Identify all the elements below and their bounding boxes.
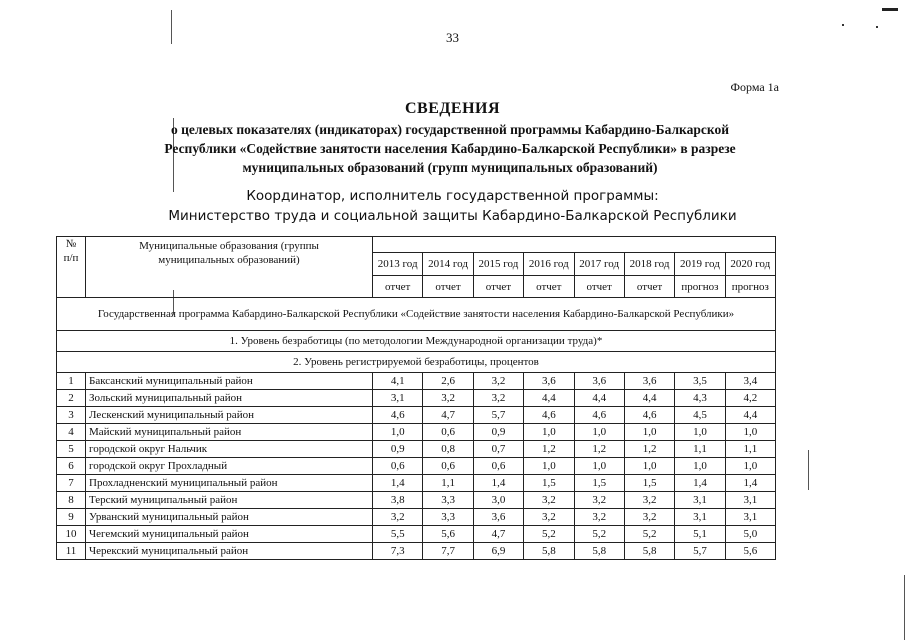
- indicator-value: 1,0: [524, 424, 574, 441]
- indicator-value: 5,2: [524, 526, 574, 543]
- indicator-value: 1,0: [675, 458, 725, 475]
- table-row: [57, 441, 776, 458]
- header-status: отчет: [524, 276, 574, 298]
- indicator-value: 5,8: [524, 543, 574, 560]
- table-row: [57, 526, 776, 543]
- coordinator-name: Министерство труда и социальной защиты Кабардино-Балкарской Республики: [168, 208, 737, 224]
- header-status: прогноз: [725, 276, 775, 298]
- indicator-value: 4,4: [624, 390, 674, 407]
- indicator-value: 4,7: [473, 526, 523, 543]
- scan-mark-top-right: [882, 8, 898, 11]
- header-status: отчет: [423, 276, 473, 298]
- indicator-value: 1,4: [725, 475, 775, 492]
- indicator-value: 0,6: [423, 458, 473, 475]
- indicator-value: 5,0: [725, 526, 775, 543]
- subtitle-line: муниципальных образований (групп муниципальных образований): [242, 160, 658, 175]
- header-year: 2020 год: [725, 252, 775, 276]
- indicator-value: 1,1: [675, 441, 725, 458]
- municipality-name: Лескенский муниципальный район: [86, 407, 373, 424]
- header-status: отчет: [624, 276, 674, 298]
- indicator-value: 0,9: [473, 424, 523, 441]
- indicator-value: 1,0: [373, 424, 423, 441]
- indicator-value: 3,2: [624, 509, 674, 526]
- header-years-span: [373, 237, 776, 253]
- indicator-value: 1,4: [373, 475, 423, 492]
- indicator-value: 1,4: [675, 475, 725, 492]
- indicator-value: 5,5: [373, 526, 423, 543]
- header-year: 2016 год: [524, 252, 574, 276]
- indicator-value: 0,9: [373, 441, 423, 458]
- indicator-value: 5,7: [675, 543, 725, 560]
- indicator-value: 4,6: [574, 407, 624, 424]
- row-number: 7: [57, 475, 86, 492]
- indicator-value: 3,2: [524, 492, 574, 509]
- header-year: 2013 год: [373, 252, 423, 276]
- row-number: 11: [57, 543, 86, 560]
- indicator-value: 3,4: [725, 373, 775, 390]
- municipality-name: городской округ Прохладный: [86, 458, 373, 475]
- table-row: [57, 373, 776, 390]
- header-status: отчет: [473, 276, 523, 298]
- document-title: СВЕДЕНИЯ: [404, 100, 501, 117]
- row-number: 2: [57, 390, 86, 407]
- indicator-value: 3,5: [675, 373, 725, 390]
- municipality-name: Зольский муниципальный район: [86, 390, 373, 407]
- indicator-value: 4,6: [373, 407, 423, 424]
- indicator-value: 5,7: [473, 407, 523, 424]
- row-number: 10: [57, 526, 86, 543]
- row-number: 5: [57, 441, 86, 458]
- indicator-value: 4,3: [675, 390, 725, 407]
- row-number: 6: [57, 458, 86, 475]
- header-num: № п/п: [57, 237, 86, 298]
- indicator-value: 3,6: [574, 373, 624, 390]
- row-number: 9: [57, 509, 86, 526]
- row-number: 1: [57, 373, 86, 390]
- indicator-2-cell: 2. Уровень регистрируемой безработицы, процентов: [57, 352, 776, 373]
- header-year: 2014 год: [423, 252, 473, 276]
- indicator-value: 5,2: [624, 526, 674, 543]
- indicator-value: 4,6: [524, 407, 574, 424]
- form-label: Форма 1а: [730, 80, 779, 94]
- municipality-name: Терский муниципальный район: [86, 492, 373, 509]
- indicator-value: 1,2: [624, 441, 674, 458]
- indicator-value: 4,4: [725, 407, 775, 424]
- table-row: [57, 407, 776, 424]
- indicator-value: 3,2: [373, 509, 423, 526]
- table-row: [57, 475, 776, 492]
- indicator-value: 5,2: [574, 526, 624, 543]
- municipality-name: Прохладненский муниципальный район: [86, 475, 373, 492]
- indicator-value: 3,6: [624, 373, 674, 390]
- table-row: [57, 492, 776, 509]
- indicator-value: 6,9: [473, 543, 523, 560]
- header-status: отчет: [373, 276, 423, 298]
- indicator-value: 4,4: [574, 390, 624, 407]
- header-year: 2017 год: [574, 252, 624, 276]
- indicator-value: 3,6: [524, 373, 574, 390]
- scan-dot: [876, 26, 878, 28]
- table-header-row: [57, 237, 776, 253]
- scan-dot: [842, 24, 844, 26]
- indicator-value: 3,2: [524, 509, 574, 526]
- indicator-value: 3,1: [725, 509, 775, 526]
- indicator-value: 1,4: [473, 475, 523, 492]
- row-number: 3: [57, 407, 86, 424]
- subtitle-line: о целевых показателях (индикаторах) государственной программы Кабардино-Балкарской: [170, 122, 730, 137]
- indicator-value: 3,1: [725, 492, 775, 509]
- municipality-name: Чегемский муниципальный район: [86, 526, 373, 543]
- indicator-value: 5,8: [624, 543, 674, 560]
- municipality-name: Урванский муниципальный район: [86, 509, 373, 526]
- indicator-value: 3,2: [473, 373, 523, 390]
- indicator-value: 1,5: [574, 475, 624, 492]
- program-title-cell: Государственная программа Кабардино-Балкарской Республики «Содействие занятости населения Кабардино-Балкарской Республики»: [57, 298, 776, 331]
- indicator-value: 4,7: [423, 407, 473, 424]
- indicator-value: 3,1: [675, 492, 725, 509]
- indicator-value: 3,1: [675, 509, 725, 526]
- header-year: 2019 год: [675, 252, 725, 276]
- coordinator-label: Координатор, исполнитель государственной программы:: [246, 188, 659, 204]
- indicator-value: 1,1: [725, 441, 775, 458]
- municipality-name: Майский муниципальный район: [86, 424, 373, 441]
- indicator-row: [57, 352, 776, 373]
- indicator-value: 3,3: [423, 509, 473, 526]
- indicator-value: 1,5: [624, 475, 674, 492]
- municipality-name: Баксанский муниципальный район: [86, 373, 373, 390]
- indicator-value: 1,0: [675, 424, 725, 441]
- program-row: [57, 298, 776, 331]
- row-number: 4: [57, 424, 86, 441]
- indicator-value: 5,8: [574, 543, 624, 560]
- table-row: [57, 509, 776, 526]
- indicator-1-cell: 1. Уровень безработицы (по методологии Международной организации труда)*: [57, 331, 776, 352]
- indicator-value: 7,7: [423, 543, 473, 560]
- municipality-name: Черекский муниципальный район: [86, 543, 373, 560]
- indicator-value: 3,6: [473, 509, 523, 526]
- indicator-value: 4,1: [373, 373, 423, 390]
- table-row: [57, 458, 776, 475]
- indicator-value: 4,2: [725, 390, 775, 407]
- indicator-value: 3,0: [473, 492, 523, 509]
- indicator-value: 0,8: [423, 441, 473, 458]
- table-row: [57, 543, 776, 560]
- indicator-value: 7,3: [373, 543, 423, 560]
- table-row: [57, 424, 776, 441]
- header-year: 2015 год: [473, 252, 523, 276]
- indicator-value: 3,2: [574, 509, 624, 526]
- indicator-value: 1,0: [574, 424, 624, 441]
- header-status: отчет: [574, 276, 624, 298]
- indicator-value: 3,2: [473, 390, 523, 407]
- indicator-value: 5,6: [725, 543, 775, 560]
- indicator-value: 0,6: [473, 458, 523, 475]
- indicator-value: 1,2: [524, 441, 574, 458]
- coordinator-block: [0, 186, 905, 226]
- subtitle-line: Республики «Содействие занятости населения Кабардино-Балкарской Республики» в разрезе: [164, 141, 736, 156]
- indicator-value: 3,3: [423, 492, 473, 509]
- indicator-value: 1,5: [524, 475, 574, 492]
- scan-mark-right-1: [808, 450, 809, 490]
- indicator-value: 1,0: [524, 458, 574, 475]
- document-subtitle: [70, 120, 830, 177]
- indicator-value: 1,0: [624, 424, 674, 441]
- header-status: прогноз: [675, 276, 725, 298]
- indicator-value: 1,0: [574, 458, 624, 475]
- header-municipality: Муниципальные образования (группы муниципальных образований): [86, 237, 373, 298]
- indicator-value: 1,0: [725, 424, 775, 441]
- indicator-value: 1,1: [423, 475, 473, 492]
- indicator-value: 5,1: [675, 526, 725, 543]
- municipality-name: городской округ Нальчик: [86, 441, 373, 458]
- indicators-table: [56, 236, 776, 560]
- indicator-value: 3,1: [373, 390, 423, 407]
- indicator-value: 4,4: [524, 390, 574, 407]
- indicator-value: 4,6: [624, 407, 674, 424]
- indicator-value: 2,6: [423, 373, 473, 390]
- indicator-value: 5,6: [423, 526, 473, 543]
- indicator-row: [57, 331, 776, 352]
- indicator-value: 1,0: [624, 458, 674, 475]
- indicator-value: 4,5: [675, 407, 725, 424]
- indicator-value: 3,2: [624, 492, 674, 509]
- indicator-value: 0,7: [473, 441, 523, 458]
- indicator-value: 3,8: [373, 492, 423, 509]
- indicator-value: 1,2: [574, 441, 624, 458]
- header-year: 2018 год: [624, 252, 674, 276]
- page-number: 33: [446, 30, 459, 45]
- indicator-value: 0,6: [423, 424, 473, 441]
- row-number: 8: [57, 492, 86, 509]
- indicator-value: 3,2: [423, 390, 473, 407]
- table-row: [57, 390, 776, 407]
- indicator-value: 1,0: [725, 458, 775, 475]
- indicator-value: 3,2: [574, 492, 624, 509]
- indicator-value: 0,6: [373, 458, 423, 475]
